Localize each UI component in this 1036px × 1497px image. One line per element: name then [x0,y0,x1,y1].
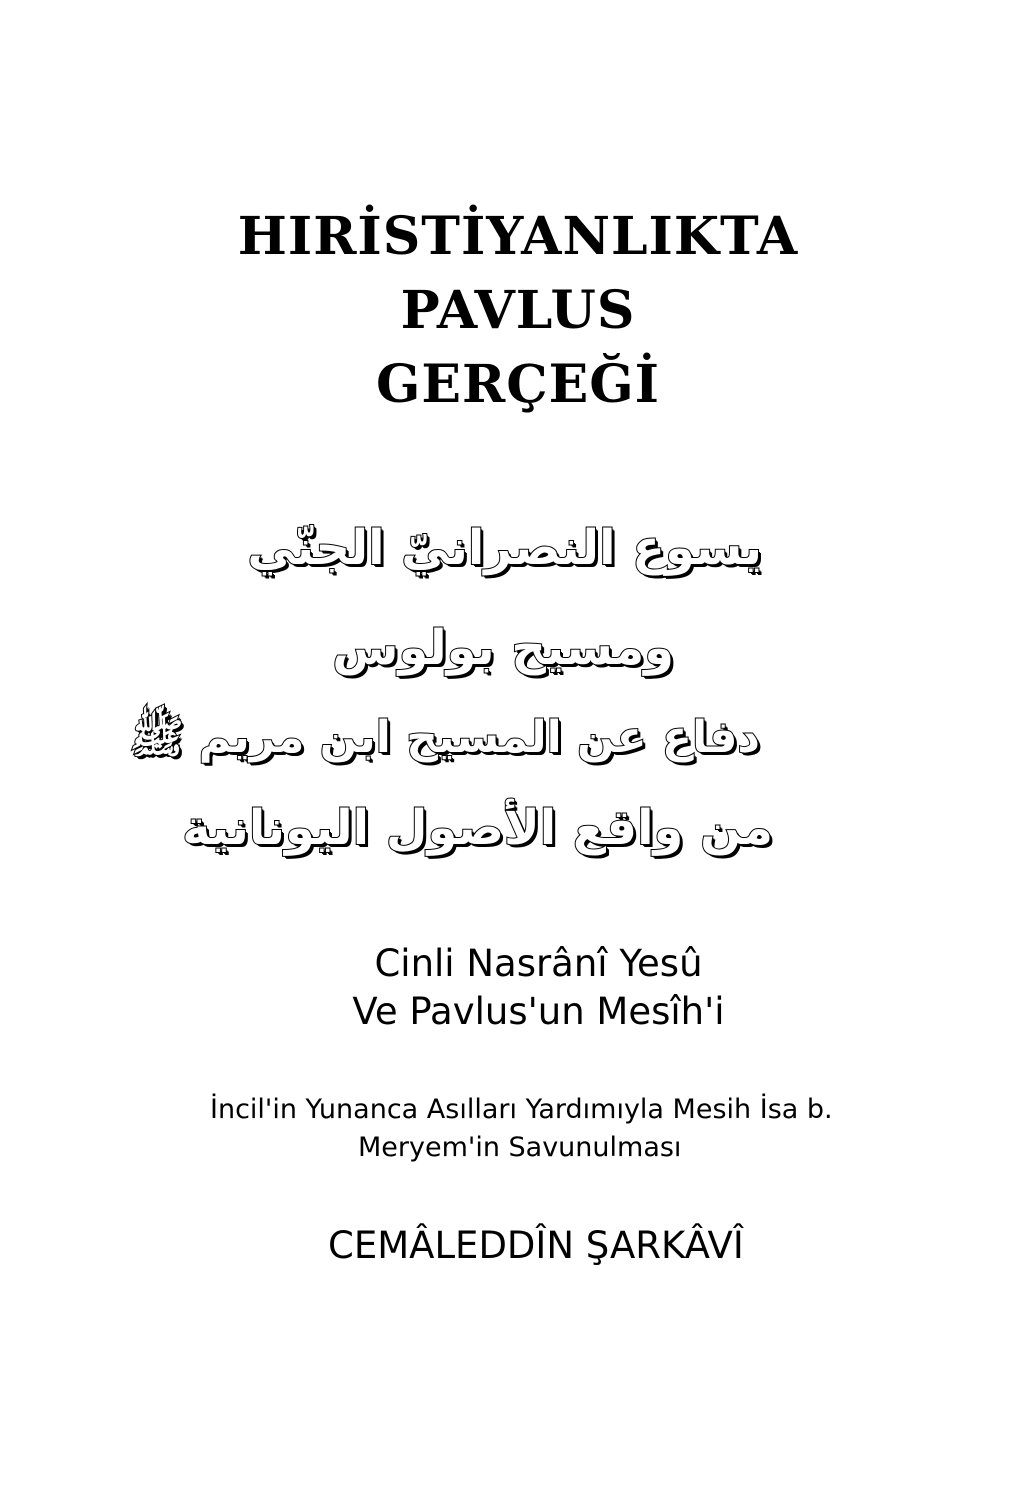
subtitle [0,940,1036,1036]
title-line-3: GERÇEĞİ [375,354,660,415]
arabic-title-line-4: من واقع الأصول اليونانية [182,800,773,856]
author-name: CEMÂLEDDÎN ŞARKÂVÎ [328,1224,744,1267]
title-line-2: PAVLUS [400,280,636,341]
subtitle-line-2: Ve Pavlus'un Mesîh'i [352,990,725,1033]
turkish-title [0,200,1036,422]
description-line-1: İncil'in Yunanca Asılları Yardımıyla Mesih İsa b. [210,1094,833,1125]
description-line-2: Meryem'in Savunulması [358,1132,682,1163]
title-line-1: HIRİSTİYANLIKTA [237,206,799,267]
arabic-title-line-3: دفاع عن المسيح ابن مريم ﷺ [130,712,760,763]
subtitle-line-1: Cinli Nasrânî Yesû [374,942,703,985]
arabic-title-line-1: يسوع النصرانيّ الجنّي [247,520,762,576]
arabic-title-line-2: ومسيح بولوس [332,620,674,676]
